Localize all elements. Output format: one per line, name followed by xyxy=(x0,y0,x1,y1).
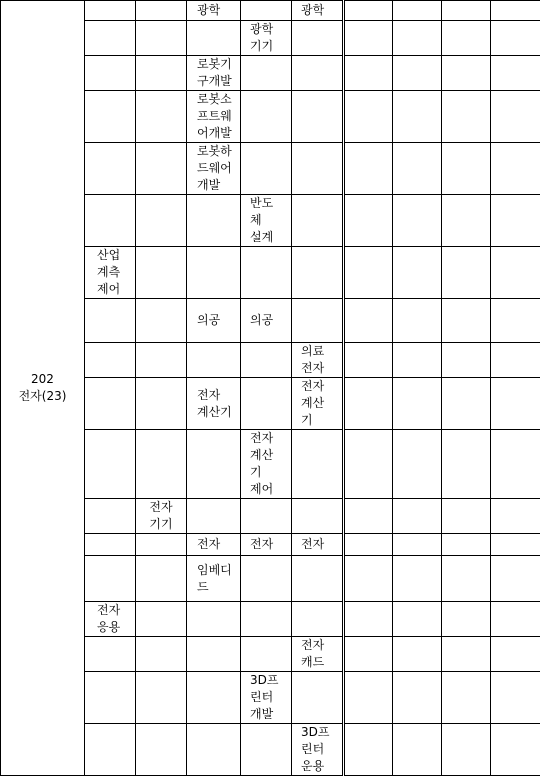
table-cell-empty xyxy=(491,534,540,556)
table-cell-empty xyxy=(491,430,540,499)
cell-text: 광학 기기 xyxy=(250,21,273,55)
table-cell-c3 xyxy=(136,1,187,21)
table-cell-empty xyxy=(442,534,491,556)
cell-text: 3D프 린터 개발 xyxy=(250,672,278,723)
table-cell-c4 xyxy=(187,602,241,637)
table-cell-c3 xyxy=(136,637,187,672)
table-cell-c6 xyxy=(292,672,344,724)
table-cell-empty xyxy=(442,195,491,247)
cell-text: 전자 계산 기 xyxy=(301,378,324,429)
table-cell-empty xyxy=(344,534,393,556)
table-cell-empty xyxy=(393,56,442,91)
table-cell-empty xyxy=(442,91,491,143)
cell-text: 전자 기기 xyxy=(149,499,172,533)
table-cell-c5 xyxy=(241,499,292,534)
table-cell-c4 xyxy=(187,724,241,776)
cell-text: 의공 xyxy=(250,312,273,329)
cell-text: 전자 응용 xyxy=(97,602,120,636)
cell-text: 로봇기 구개발 xyxy=(197,56,232,90)
table-cell-empty xyxy=(442,378,491,430)
table-cell-c2 xyxy=(85,247,136,299)
table-cell-empty xyxy=(344,247,393,299)
table-cell-empty xyxy=(442,56,491,91)
table-cell-empty xyxy=(491,56,540,91)
table-cell-empty xyxy=(344,343,393,378)
table-cell-empty xyxy=(393,556,442,602)
table-cell-c6 xyxy=(292,56,344,91)
table-cell-c6 xyxy=(292,499,344,534)
cell-text: 전자 xyxy=(301,536,324,553)
table-cell-empty xyxy=(491,637,540,672)
table-cell-empty xyxy=(393,724,442,776)
table-cell-c3 xyxy=(136,247,187,299)
table-cell-c2 xyxy=(85,343,136,378)
table-cell-c5 xyxy=(241,430,292,499)
table-cell-empty xyxy=(442,499,491,534)
table-cell-empty xyxy=(442,556,491,602)
table-cell-c4 xyxy=(187,672,241,724)
table-cell-c6 xyxy=(292,343,344,378)
table-cell-c2 xyxy=(85,499,136,534)
table-cell-c4 xyxy=(187,91,241,143)
cell-text: 의료 전자 xyxy=(301,343,324,377)
table-cell-c2 xyxy=(85,556,136,602)
table-cell-c2 xyxy=(85,56,136,91)
table-cell-empty xyxy=(393,195,442,247)
table-cell-c5 xyxy=(241,556,292,602)
table-cell-c4 xyxy=(187,247,241,299)
cell-text: 광학 xyxy=(301,2,324,19)
table-cell-empty xyxy=(344,430,393,499)
table-cell-c6 xyxy=(292,556,344,602)
table-cell-empty xyxy=(393,534,442,556)
table-cell-empty xyxy=(393,21,442,56)
table-cell-empty xyxy=(491,1,540,21)
table-cell-empty xyxy=(442,247,491,299)
table-cell-c5 xyxy=(241,91,292,143)
table-cell-c6 xyxy=(292,602,344,637)
table-cell-empty xyxy=(344,21,393,56)
table-cell-c3 xyxy=(136,499,187,534)
table-cell-c6 xyxy=(292,430,344,499)
table-cell-c2 xyxy=(85,724,136,776)
table-cell-empty xyxy=(393,247,442,299)
table-cell-empty xyxy=(344,672,393,724)
table-cell-empty xyxy=(393,637,442,672)
table-cell-empty xyxy=(491,195,540,247)
table-cell-c6 xyxy=(292,143,344,195)
table-cell-empty xyxy=(442,1,491,21)
table-cell-c6 xyxy=(292,724,344,776)
table-cell-empty xyxy=(442,602,491,637)
table-cell-c4 xyxy=(187,534,241,556)
table-cell-empty xyxy=(393,143,442,195)
table-cell-c2 xyxy=(85,143,136,195)
table-cell-c5 xyxy=(241,637,292,672)
cell-text: 임베디 드 xyxy=(197,562,232,596)
cell-text: 산업 계측 제어 xyxy=(97,247,120,298)
table-cell-c6 xyxy=(292,299,344,343)
table-cell-empty xyxy=(344,378,393,430)
table-cell-empty xyxy=(491,499,540,534)
table-cell-c5 xyxy=(241,534,292,556)
table-cell-c3 xyxy=(136,299,187,343)
table-cell-empty xyxy=(344,91,393,143)
table-cell-c3 xyxy=(136,602,187,637)
table-cell-empty xyxy=(393,91,442,143)
table-cell-c3 xyxy=(136,430,187,499)
table-cell-c2 xyxy=(85,430,136,499)
table-cell-c4 xyxy=(187,343,241,378)
cell-text: 전자 xyxy=(250,536,273,553)
table-cell-c2 xyxy=(85,602,136,637)
table-cell-empty xyxy=(344,556,393,602)
table-cell-c5 xyxy=(241,299,292,343)
cell-text: 로봇소 프트웨 어개발 xyxy=(197,91,232,142)
table-cell-c6 xyxy=(292,247,344,299)
cell-text: 전자 xyxy=(197,536,220,553)
table-cell-empty xyxy=(442,299,491,343)
table-cell-c4 xyxy=(187,637,241,672)
table-cell-c3 xyxy=(136,21,187,56)
table-cell-c4 xyxy=(187,143,241,195)
table-cell-c4 xyxy=(187,195,241,247)
table-cell-empty xyxy=(393,430,442,499)
table-cell-c5 xyxy=(241,672,292,724)
table-cell-empty xyxy=(491,724,540,776)
table-cell-empty xyxy=(491,556,540,602)
table-cell-c4 xyxy=(187,21,241,56)
table-cell-c3 xyxy=(136,534,187,556)
table-cell-c4 xyxy=(187,378,241,430)
cell-text: 전자 계산기 xyxy=(197,387,232,421)
table-cell-c2 xyxy=(85,672,136,724)
table-cell-c5 xyxy=(241,1,292,21)
table-cell-empty xyxy=(491,247,540,299)
cell-text: 전자 계산 기 제어 xyxy=(250,430,273,498)
table-cell-empty xyxy=(491,343,540,378)
table-cell-empty xyxy=(393,1,442,21)
table-cell-c2 xyxy=(85,91,136,143)
table-cell-c5 xyxy=(241,195,292,247)
table-cell-empty xyxy=(442,724,491,776)
table-body xyxy=(1,1,540,776)
table-cell-c2 xyxy=(85,534,136,556)
group-label: 202 전자(23) xyxy=(19,371,67,405)
table-cell-c6 xyxy=(292,637,344,672)
table-cell-empty xyxy=(344,602,393,637)
table-cell-empty xyxy=(442,672,491,724)
table-cell-empty xyxy=(393,299,442,343)
table-cell-empty xyxy=(344,499,393,534)
table-cell-c2 xyxy=(85,195,136,247)
table-cell-c5 xyxy=(241,378,292,430)
table-cell-c4 xyxy=(187,556,241,602)
table-cell-c5 xyxy=(241,56,292,91)
table-cell-c4 xyxy=(187,499,241,534)
table-cell-c2 xyxy=(85,378,136,430)
table-cell-empty xyxy=(344,56,393,91)
table-cell-empty xyxy=(393,499,442,534)
cell-text: 반도 체 설계 xyxy=(250,195,273,246)
table-cell-empty xyxy=(491,91,540,143)
table-cell-c3 xyxy=(136,672,187,724)
table-cell-empty xyxy=(491,143,540,195)
cell-text: 의공 xyxy=(197,312,220,329)
table-cell-empty xyxy=(344,637,393,672)
table-cell-empty xyxy=(393,378,442,430)
table-cell-empty xyxy=(344,1,393,21)
table-cell-c5 xyxy=(241,247,292,299)
table-cell-c6 xyxy=(292,195,344,247)
table-cell-empty xyxy=(442,343,491,378)
table-cell-c4 xyxy=(187,56,241,91)
table-cell-c3 xyxy=(136,143,187,195)
table-cell-c4 xyxy=(187,1,241,21)
table-cell-c3 xyxy=(136,56,187,91)
table-cell-c3 xyxy=(136,724,187,776)
table-cell-c2 xyxy=(85,1,136,21)
table-cell-empty xyxy=(393,602,442,637)
table-cell-c6 xyxy=(292,21,344,56)
table-cell-c3 xyxy=(136,378,187,430)
table-cell-empty xyxy=(491,21,540,56)
table-cell-empty xyxy=(491,602,540,637)
table-cell-c2 xyxy=(85,637,136,672)
table-cell-empty xyxy=(442,637,491,672)
table-cell-c2 xyxy=(85,21,136,56)
table-cell-c5 xyxy=(241,143,292,195)
cell-text: 3D프 린터 운용 xyxy=(301,724,329,775)
table-cell-c3 xyxy=(136,91,187,143)
table-cell-c3 xyxy=(136,195,187,247)
table-cell-empty xyxy=(344,299,393,343)
table-cell-c5 xyxy=(241,21,292,56)
table-cell-empty xyxy=(344,143,393,195)
table-cell-c6 xyxy=(292,378,344,430)
cell-text: 광학 xyxy=(197,2,220,19)
table-cell-c4 xyxy=(187,299,241,343)
table-cell-empty xyxy=(344,195,393,247)
table-cell-empty xyxy=(442,143,491,195)
table-cell-c3 xyxy=(136,343,187,378)
cell-text: 전자 캐드 xyxy=(301,637,324,671)
table-cell-empty xyxy=(442,21,491,56)
group-cell xyxy=(1,1,85,776)
table-cell-empty xyxy=(491,378,540,430)
table-cell-empty xyxy=(491,672,540,724)
table-cell-c5 xyxy=(241,724,292,776)
table-cell-c5 xyxy=(241,343,292,378)
table-cell-c5 xyxy=(241,602,292,637)
table-cell-c6 xyxy=(292,1,344,21)
cell-text: 로봇하 드웨어 개발 xyxy=(197,143,232,194)
table-cell-c3 xyxy=(136,556,187,602)
table-row xyxy=(1,1,540,21)
table-cell-empty xyxy=(393,672,442,724)
table-cell-empty xyxy=(344,724,393,776)
table-cell-c2 xyxy=(85,299,136,343)
table-cell-empty xyxy=(442,430,491,499)
table-cell-c6 xyxy=(292,91,344,143)
table-cell-empty xyxy=(393,343,442,378)
table-cell-empty xyxy=(491,299,540,343)
table-cell-c4 xyxy=(187,430,241,499)
table-cell-c6 xyxy=(292,534,344,556)
